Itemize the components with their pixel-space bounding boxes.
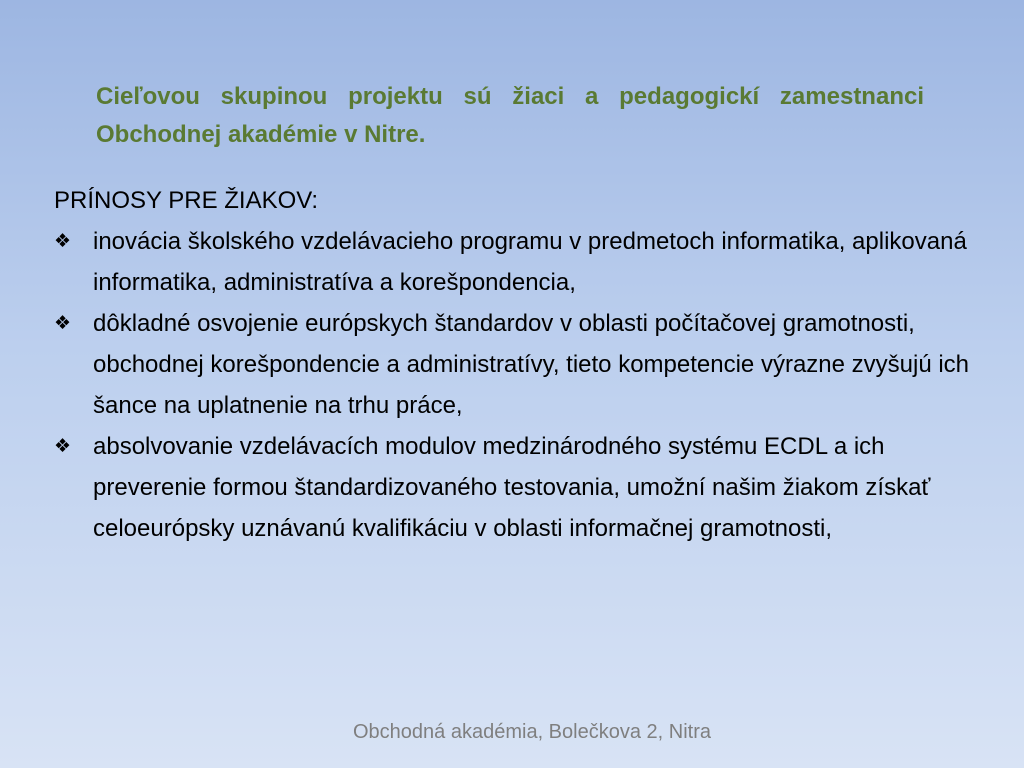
benefit-item: [54, 221, 974, 303]
benefit-text: inovácia školského vzdelávacieho programu v predmetoch informatika, aplikovaná informatika, administratíva a korešpondencia,: [93, 228, 967, 296]
diamond-bullet-icon: ❖: [54, 231, 72, 252]
benefit-text: absolvovanie vzdelávacích modulov medzinárodného systému ECDL a ich preverenie formou štandardizovaného testovania, umožní našim žiakom získať celoeurópsky uznávanú kvalifikáciu v oblasti informačnej gramotnosti,: [93, 433, 931, 542]
intro-text: Cieľovou skupinou projektu sú žiaci a pedagogickí zamestnanci Obchodnej akadémie v Nitre.: [96, 83, 924, 148]
benefit-item: [54, 303, 974, 426]
benefits-list: [54, 221, 974, 549]
benefit-item: [54, 426, 974, 549]
benefit-text: dôkladné osvojenie európskych štandardov v oblasti počítačovej gramotnosti, obchodnej korešpondencie a administratívy, tieto kompetencie výrazne zvyšujú ich šance na uplatnenie na trhu práce,: [93, 310, 970, 419]
diamond-bullet-icon: ❖: [54, 436, 72, 457]
section-title: PRÍNOSY PRE ŽIAKOV:: [54, 187, 319, 214]
benefits-section: [54, 180, 974, 549]
diamond-bullet-icon: ❖: [54, 313, 72, 334]
slide-footer: Obchodná akadémia, Bolečkova 2, Nitra: [353, 721, 711, 743]
